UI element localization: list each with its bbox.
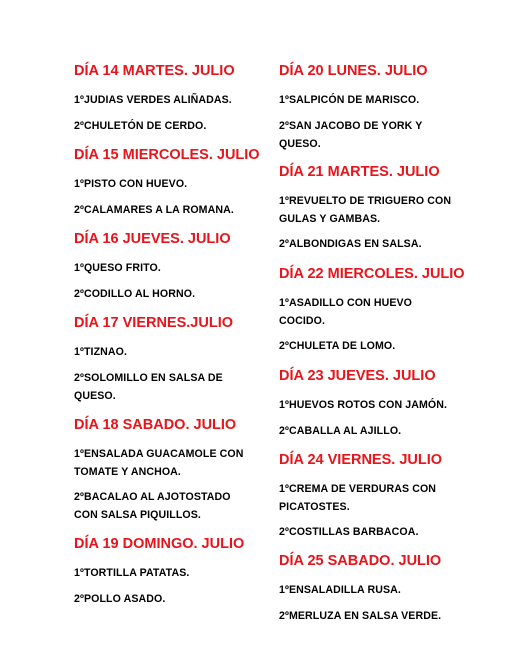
second-course: 2ºCHULETA DE LOMO. bbox=[279, 340, 396, 352]
first-course: 1ºSALPICÓN DE MARISCO. bbox=[279, 94, 420, 106]
first-course: 1ºASADILLO CON HUEVO COCIDO. bbox=[279, 297, 413, 327]
day-block bbox=[74, 535, 304, 605]
second-course: 2ºCODILLO AL HORNO. bbox=[74, 288, 196, 300]
day-block bbox=[74, 314, 304, 402]
day-title: DÍA 20 LUNES. JULIO bbox=[279, 63, 428, 79]
first-course: 1ºENSALADA GUACAMOLE CON TOMATE Y ANCHOA. bbox=[74, 448, 244, 478]
second-course: 2ºSAN JACOBO DE YORK Y QUESO. bbox=[279, 120, 423, 150]
day-title: DÍA 21 MARTES. JULIO bbox=[279, 164, 440, 180]
day-title: DÍA 17 VIERNES.JULIO bbox=[74, 315, 234, 331]
day-title: DÍA 15 MIERCOLES. JULIO bbox=[74, 147, 260, 163]
day-block bbox=[279, 552, 509, 622]
first-course: 1ºQUESO FRITO. bbox=[74, 262, 161, 274]
second-course: 2ºALBONDIGAS EN SALSA. bbox=[279, 238, 422, 250]
second-course: 2ºCOSTILLAS BARBACOA. bbox=[279, 526, 419, 538]
first-course: 1ºCREMA DE VERDURAS CON PICATOSTES. bbox=[279, 483, 437, 513]
day-block bbox=[279, 62, 509, 150]
second-course: 2ºCHULETÓN DE CERDO. bbox=[74, 120, 207, 132]
first-course: 1ºJUDIAS VERDES ALIÑADAS. bbox=[74, 94, 232, 106]
second-course: 2ºMERLUZA EN SALSA VERDE. bbox=[279, 610, 442, 622]
day-title: DÍA 16 JUEVES. JULIO bbox=[74, 231, 231, 247]
second-course: 2ºCALAMARES A LA ROMANA. bbox=[74, 204, 234, 216]
day-title: DÍA 24 VIERNES. JULIO bbox=[279, 452, 443, 468]
second-course: 2ºPOLLO ASADO. bbox=[74, 593, 166, 605]
day-block bbox=[74, 416, 304, 521]
first-course: 1ºTORTILLA PATATAS. bbox=[74, 567, 190, 579]
day-title: DÍA 18 SABADO. JULIO bbox=[74, 417, 237, 433]
first-course: 1ºTIZNAO. bbox=[74, 346, 128, 358]
day-block bbox=[74, 146, 304, 216]
first-course: 1ºHUEVOS ROTOS CON JAMÓN. bbox=[279, 399, 448, 411]
day-block bbox=[279, 265, 509, 352]
second-course: 2ºBACALAO AL AJOTOSTADO CON SALSA PIQUILLOS. bbox=[74, 491, 231, 521]
day-title: DÍA 22 MIERCOLES. JULIO bbox=[279, 266, 465, 282]
first-course: 1ºPISTO CON HUEVO. bbox=[74, 178, 188, 190]
first-course: 1ºENSALADILLA RUSA. bbox=[279, 584, 401, 596]
second-course: 2ºCABALLA AL AJILLO. bbox=[279, 425, 402, 437]
day-title: DÍA 14 MARTES. JULIO bbox=[74, 63, 235, 79]
day-title: DÍA 23 JUEVES. JULIO bbox=[279, 368, 436, 384]
day-block bbox=[74, 62, 304, 132]
day-title: DÍA 25 SABADO. JULIO bbox=[279, 553, 442, 569]
second-course: 2ºSOLOMILLO EN SALSA DE QUESO. bbox=[74, 372, 223, 402]
day-block bbox=[279, 367, 509, 437]
day-block bbox=[279, 451, 509, 538]
day-block bbox=[279, 163, 509, 250]
day-title: DÍA 19 DOMINGO. JULIO bbox=[74, 536, 245, 552]
first-course: 1ºREVUELTO DE TRIGUERO CON GULAS Y GAMBAS. bbox=[279, 195, 452, 225]
day-block bbox=[74, 230, 304, 300]
